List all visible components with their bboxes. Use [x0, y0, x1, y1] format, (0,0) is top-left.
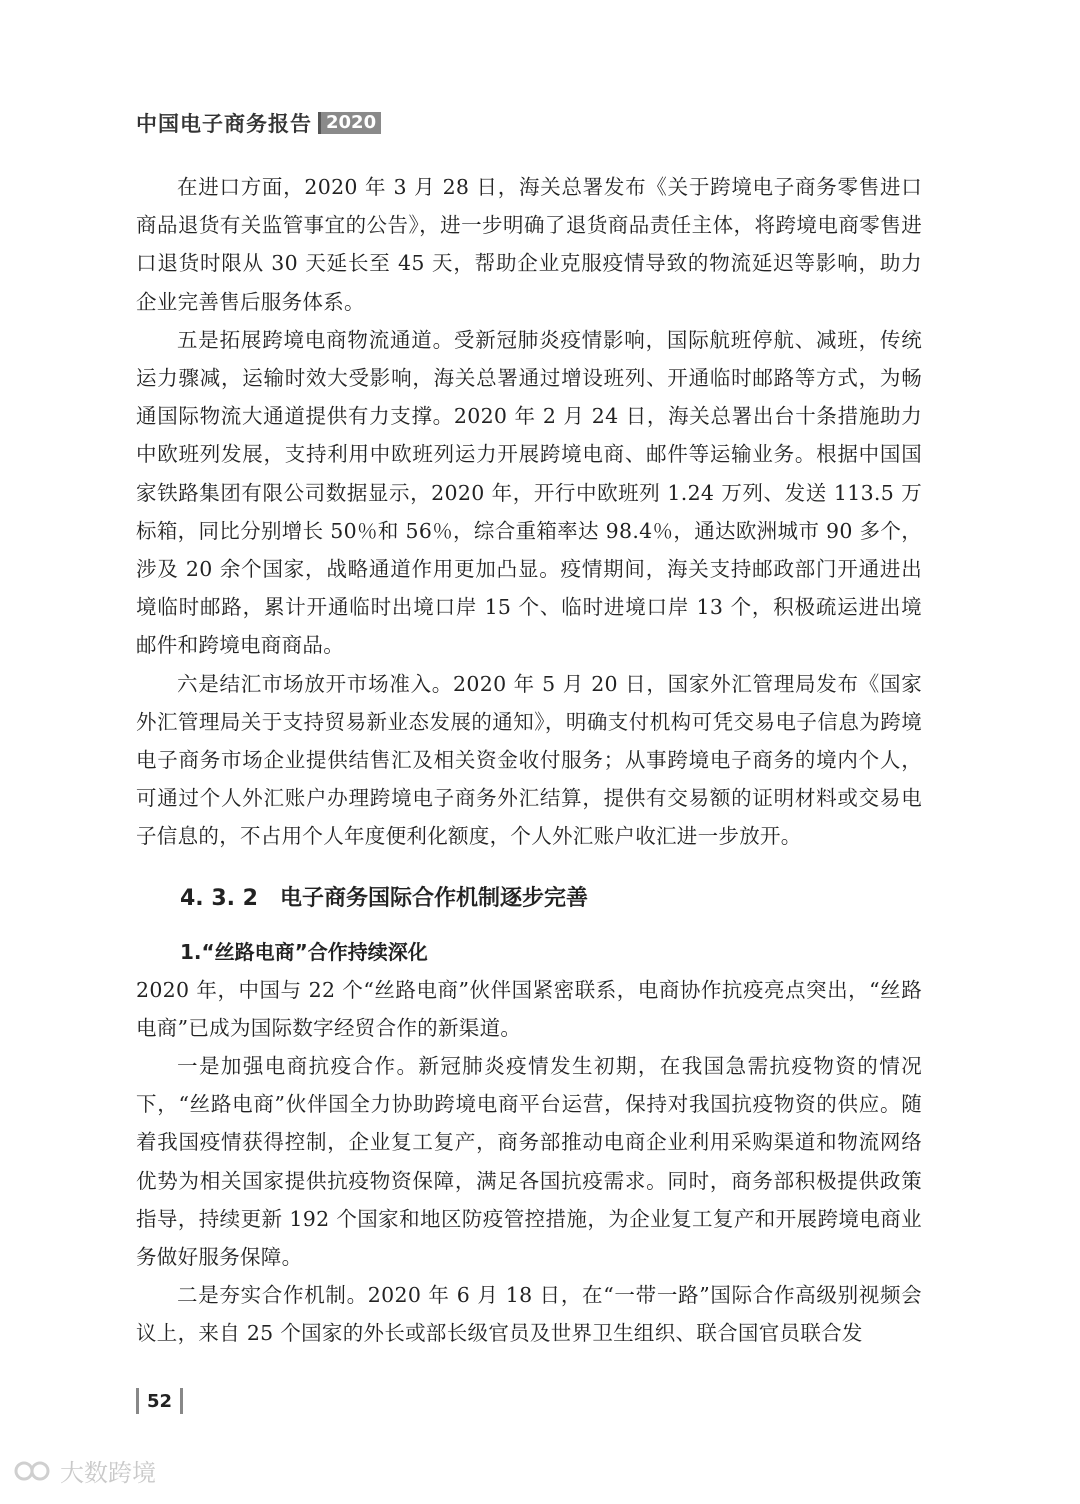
paragraph-fx-settlement: 六是结汇市场放开市场准入。2020 年 5 月 20 日，国家外汇管理局发布《国家外汇管理局关于支持贸易新业态发展的通知》，明确支付机构可凭交易电子信息为跨境电子商务市场企业提供结售汇及相关资金收付服务；从事跨境电子商务的境内个人，可通过个人外汇账户办理跨境电子商务外汇结算，提供有交易额的证明材料或交易电子信息的，不占用个人年度便利化额度，个人外汇账户收汇进一步放开。 [136, 671, 922, 849]
report-title: 中国电子商务报告 [136, 112, 312, 136]
page-body [136, 168, 922, 1353]
watermark [14, 1453, 156, 1488]
section-number: 4. 3. 2 [180, 885, 258, 911]
paragraph-epidemic-cooperation: 一是加强电商抗疫合作。新冠肺炎疫情发生初期，在我国急需抗疫物资的情况下，“丝路电商”伙伴国全力协助跨境电商平台运营，保持对我国抗疫物资的供应。随着我国疫情获得控制，企业复工复产，商务部推动电商企业利用采购渠道和物流网络优势为相关国家提供抗疫物资保障，满足各国抗疫需求。同时，商务部积极提供政策指导，持续更新 192 个国家和地区防疫管控措施，为企业复工复产和开展跨境电商业务做好服务保障。 [136, 1054, 922, 1270]
paragraph-import-returns: 在进口方面，2020 年 3 月 28 日，海关总署发布《关于跨境电子商务零售进口商品退货有关监管事宜的公告》，进一步明确了退货商品责任主体，将跨境电商零售进口退货时限从 30 天延长至 45 天，帮助企业克服疫情导致的物流延迟等影响，助力企业完善售后服务体系。 [136, 175, 922, 314]
page-number-right-bar [180, 1388, 183, 1414]
subsection-heading: 1.“丝路电商”合作持续深化 [180, 939, 428, 964]
page-number-value: 52 [147, 1390, 173, 1412]
page-number [136, 1388, 183, 1414]
report-year-badge: 2020 [318, 112, 381, 134]
paragraph-silk-road-intro: 2020 年，中国与 22 个“丝路电商”伙伴国紧密联系，电商协作抗疫亮点突出，“丝路电商”已成为国际数字经贸合作的新渠道。 [136, 977, 922, 1040]
section-title: 电子商务国际合作机制逐步完善 [279, 885, 588, 911]
running-header [136, 110, 381, 136]
watermark-text: 大数跨境 [60, 1459, 156, 1487]
paragraph-cooperation-mechanism: 二是夯实合作机制。2020 年 6 月 18 日，在“一带一路”国际合作高级别视频会议上，来自 25 个国家的外长或部长级官员及世界卫生组织、联合国官员联合发 [136, 1283, 922, 1346]
paragraph-logistics-channels: 五是拓展跨境电商物流通道。受新冠肺炎疫情影响，国际航班停航、减班，传统运力骤减，运输时效大受影响，海关总署通过增设班列、开通临时邮路等方式，为畅通国际物流大通道提供有力支撑。2020 年 2 月 24 日，海关总署出台十条措施助力中欧班列发展，支持利用中欧班列运力开展跨境电商、邮件等运输业务。根据中国国家铁路集团有限公司数据显示，2020 年，开行中欧班列 1.24 万列、发送 113.5 万标箱，同比分别增长 50％和 56％，综合重箱率达 98.4％，通达欧洲城市 90 多个，涉及 20 余个国家，战略通道作用更加凸显。疫情期间，海关支持邮政部门开通进出境临时邮路，累计开通临时出境口岸 15 个、临时进境口岸 13 个，积极疏运进出境邮件和跨境电商商品。 [136, 327, 922, 658]
watermark-logo-icon [14, 1457, 54, 1485]
section-heading [180, 879, 922, 919]
page-number-left-bar [136, 1388, 139, 1414]
